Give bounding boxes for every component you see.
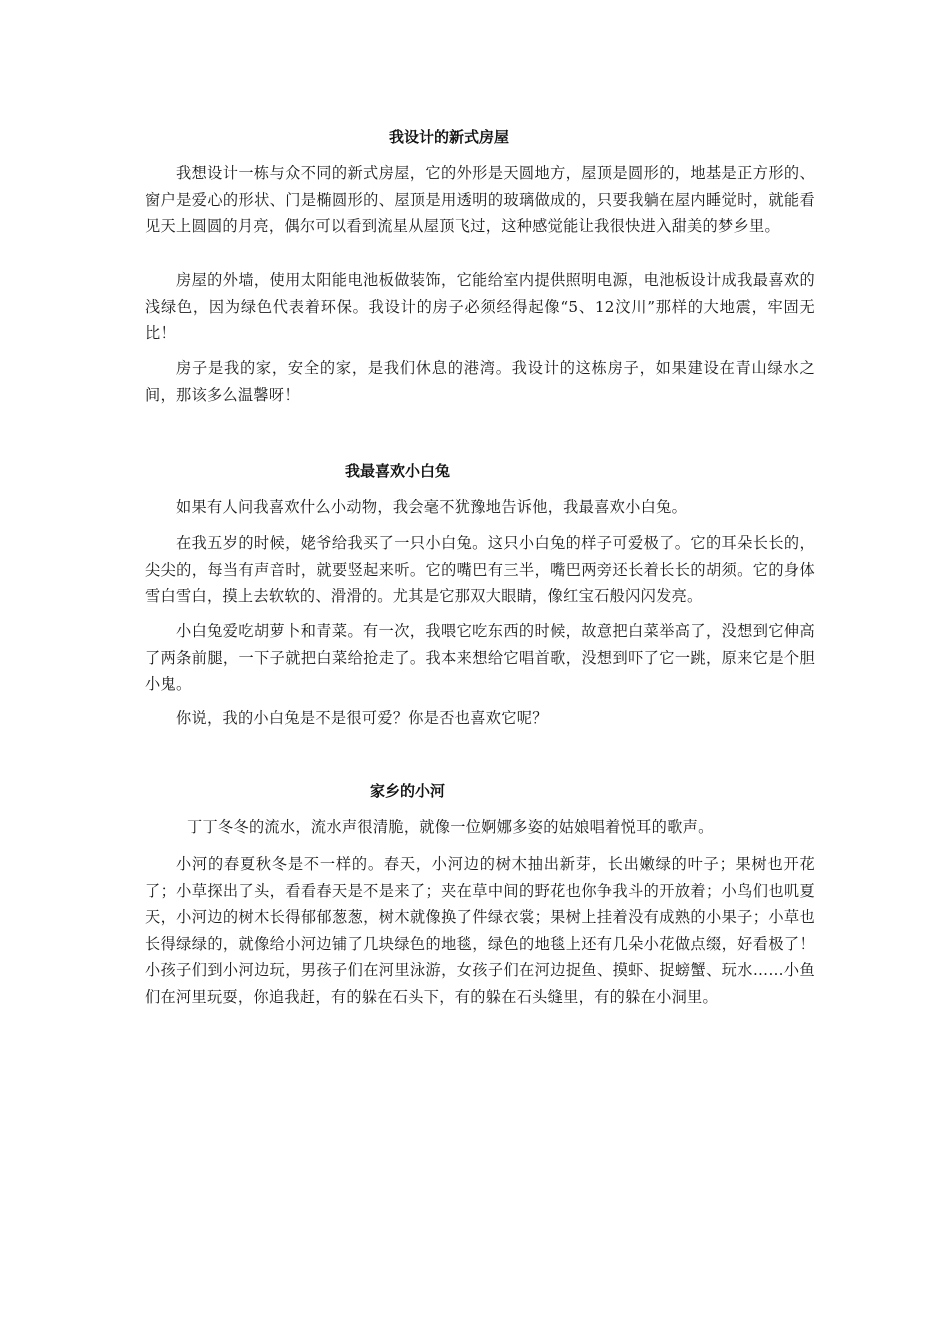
essay-1-title: 我设计的新式房屋 (389, 128, 510, 146)
essay-3-paragraph-2: 小河的春夏秋冬是不一样的。春天，小河边的树木抽出新芽，长出嫩绿的叶子；果树也开花了；小草探出了头，看看春天是不是来了；夹在草中间的野花也你争我斗的开放着；小鸟们也叽夏天，小河边的树木长得郁郁葱葱，树木就像换了件绿衣裳；果树上挂着没有成熟的小果子；小草也长得绿绿的，就像给小河边铺了几块绿色的地毯，绿色的地毯上还有几朵小花做点缀，好看极了！小孩子们到小河边玩，男孩子们在河里泳游，女孩子们在河边捉鱼、摸虾、捉螃蟹、玩水……小鱼们在河里玩耍，你追我赶，有的躲在石头下，有的躲在石头缝里，有的躲在小洞里。 (145, 855, 815, 1006)
essay-1-paragraph-3: 房子是我的家，安全的家，是我们休息的港湾。我设计的这栋房子，如果建设在青山绿水之间，那该多么温馨呀！ (145, 359, 815, 404)
essay-3-paragraph-1: 丁丁冬冬的流水，流水声很清脆，就像一位婀娜多姿的姑娘唱着悦耳的歌声。 (187, 818, 714, 836)
essay-1-paragraph-1: 我想设计一栋与众不同的新式房屋，它的外形是天圆地方，屋顶是圆形的，地基是正方形的、窗户是爱心的形状、门是椭圆形的、屋顶是用透明的玻璃做成的，只要我躺在屋内睡觉时，就能看见天上圆圆的月亮，偶尔可以看到流星从屋顶飞过，这种感觉能让我很快进入甜美的梦乡里。 (145, 164, 815, 235)
essay-2-paragraph-4: 你说，我的小白兔是不是很可爱？你是否也喜欢它呢？ (176, 709, 548, 727)
essay-2-paragraph-2: 在我五岁的时候，姥爷给我买了一只小白兔。这只小白兔的样子可爱极了。它的耳朵长长的，尖尖的，每当有声音时，就要竖起来听。它的嘴巴有三半，嘴巴两旁还长着长长的胡须。它的身体雪白雪白，摸上去软软的、滑滑的。尤其是它那双大眼睛，像红宝石般闪闪发亮。 (145, 534, 815, 605)
essay-3-title: 家乡的小河 (370, 782, 446, 800)
essay-1-paragraph-2: 房屋的外墙，使用太阳能电池板做装饰，它能给室内提供照明电源，电池板设计成我最喜欢的浅绿色，因为绿色代表着环保。我设计的房子必须经得起像“5、12汶川”那样的大地震，牢固无比！ (145, 271, 815, 342)
essay-2-title: 我最喜欢小白兔 (345, 462, 451, 480)
essay-2-paragraph-3: 小白兔爱吃胡萝卜和青菜。有一次，我喂它吃东西的时候，故意把白菜举高了，没想到它伸高了两条前腿，一下子就把白菜给抢走了。我本来想给它唱首歌，没想到吓了它一跳，原来它是个胆小鬼。 (145, 622, 815, 693)
essay-2-paragraph-1: 如果有人问我喜欢什么小动物，我会毫不犹豫地告诉他，我最喜欢小白兔。 (176, 498, 688, 516)
